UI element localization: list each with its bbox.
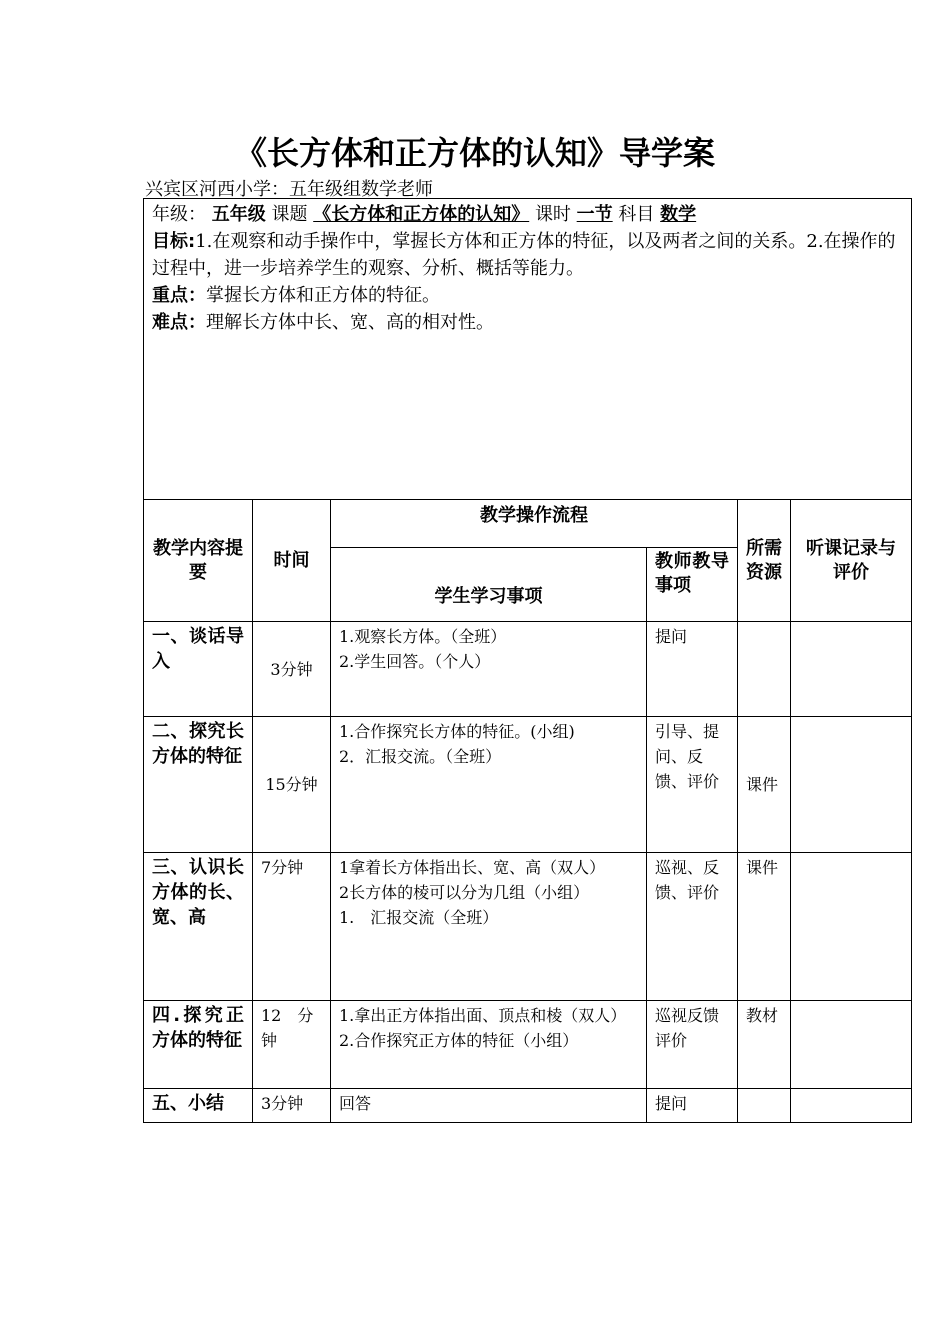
row-teacher: 巡视反馈评价	[647, 1001, 738, 1089]
row-content: 三、认识长方体的长、宽、高	[144, 853, 253, 1001]
grade-value: 五年级	[211, 204, 266, 225]
lesson-table	[143, 198, 912, 1123]
student-step: 回答	[339, 1094, 372, 1113]
goal-text: 1.在观察和动手操作中，掌握长方体和正方体的特征，以及两者之间的关系。2.在操作的过程中，进一步培养学生的观察、分析、概括等能力。	[152, 231, 896, 279]
row-record	[791, 622, 912, 717]
grade-label: 年级：	[152, 204, 206, 225]
topic-value: 《长方体和正方体的认知》	[313, 204, 530, 225]
row-content: 一、谈话导入	[144, 622, 253, 717]
student-step: 2.合作探究正方体的特征（小组）	[339, 1031, 579, 1050]
header-resource: 所需资源	[738, 500, 791, 622]
row-record	[791, 1089, 912, 1123]
table-row	[144, 717, 912, 853]
student-step: 1.观察长方体。（全班）	[339, 627, 507, 646]
row-record	[791, 717, 912, 853]
header-record: 听课记录与评价	[791, 500, 912, 622]
row-student	[331, 717, 647, 853]
row-teacher: 提问	[647, 1089, 738, 1123]
lesson-info-cell	[144, 199, 912, 500]
goal-label: 目标:	[152, 231, 196, 252]
student-step: 2.学生回答。（个人）	[339, 652, 491, 671]
table-row	[144, 853, 912, 1001]
row-content: 五、小结	[144, 1089, 253, 1123]
student-step: 1.拿出正方体指出面、顶点和棱（双人）	[339, 1006, 627, 1025]
goal-line	[152, 228, 903, 282]
student-step: 2．汇报交流。（全班）	[339, 747, 502, 766]
subject-label: 科目	[618, 204, 655, 225]
row-resource	[738, 622, 791, 717]
row-teacher: 巡视、反馈、评价	[647, 853, 738, 1001]
key-text: 掌握长方体和正方体的特征。	[206, 285, 440, 306]
row-record	[791, 853, 912, 1001]
row-student	[331, 622, 647, 717]
header-time: 时间	[253, 500, 331, 622]
table-row	[144, 622, 912, 717]
table-row	[144, 1089, 912, 1123]
page-subtitle: 兴宾区河西小学：五年级组数学老师	[145, 179, 433, 200]
key-label: 重点：	[152, 285, 206, 306]
student-step: 1拿着长方体指出长、宽、高（双人）	[339, 858, 606, 877]
row-student	[331, 1089, 647, 1123]
row-time: 15分钟	[253, 717, 331, 853]
row-student	[331, 853, 647, 1001]
row-resource: 课件	[738, 717, 791, 853]
row-time: 3分钟	[253, 1089, 331, 1123]
topic-label: 课题	[271, 204, 308, 225]
row-record	[791, 1001, 912, 1089]
key-line	[152, 282, 903, 309]
row-resource	[738, 1089, 791, 1123]
lesson-meta-line	[152, 201, 903, 228]
subject-value: 数学	[660, 204, 697, 225]
header-process: 教学操作流程	[331, 500, 738, 548]
period-value: 一节	[576, 204, 613, 225]
header-content: 教学内容提要	[144, 500, 253, 622]
header-teacher: 教师教导事项	[647, 548, 738, 622]
row-resource: 课件	[738, 853, 791, 1001]
row-content: 二、探究长方体的特征	[144, 717, 253, 853]
difficulty-text: 理解长方体中长、宽、高的相对性。	[206, 312, 494, 333]
row-time: 12 分钟	[253, 1001, 331, 1089]
difficulty-line	[152, 309, 903, 336]
difficulty-label: 难点：	[152, 312, 206, 333]
row-teacher: 引导、提问、反馈、评价	[647, 717, 738, 853]
header-student: 学生学习事项	[331, 548, 647, 622]
row-time: 3分钟	[253, 622, 331, 717]
period-label: 课时	[534, 204, 571, 225]
row-teacher: 提问	[647, 622, 738, 717]
page-title: 《长方体和正方体的认知》导学案	[234, 134, 715, 172]
row-time: 7分钟	[253, 853, 331, 1001]
student-step: 2长方体的棱可以分为几组（小组）	[339, 883, 590, 902]
student-step: 1.合作探究长方体的特征。(小组)	[339, 722, 575, 741]
student-step: 1. 汇报交流（全班）	[339, 908, 499, 927]
row-student	[331, 1001, 647, 1089]
row-content: 四.探究正方体的特征	[144, 1001, 253, 1089]
table-row	[144, 1001, 912, 1089]
row-resource: 教材	[738, 1001, 791, 1089]
